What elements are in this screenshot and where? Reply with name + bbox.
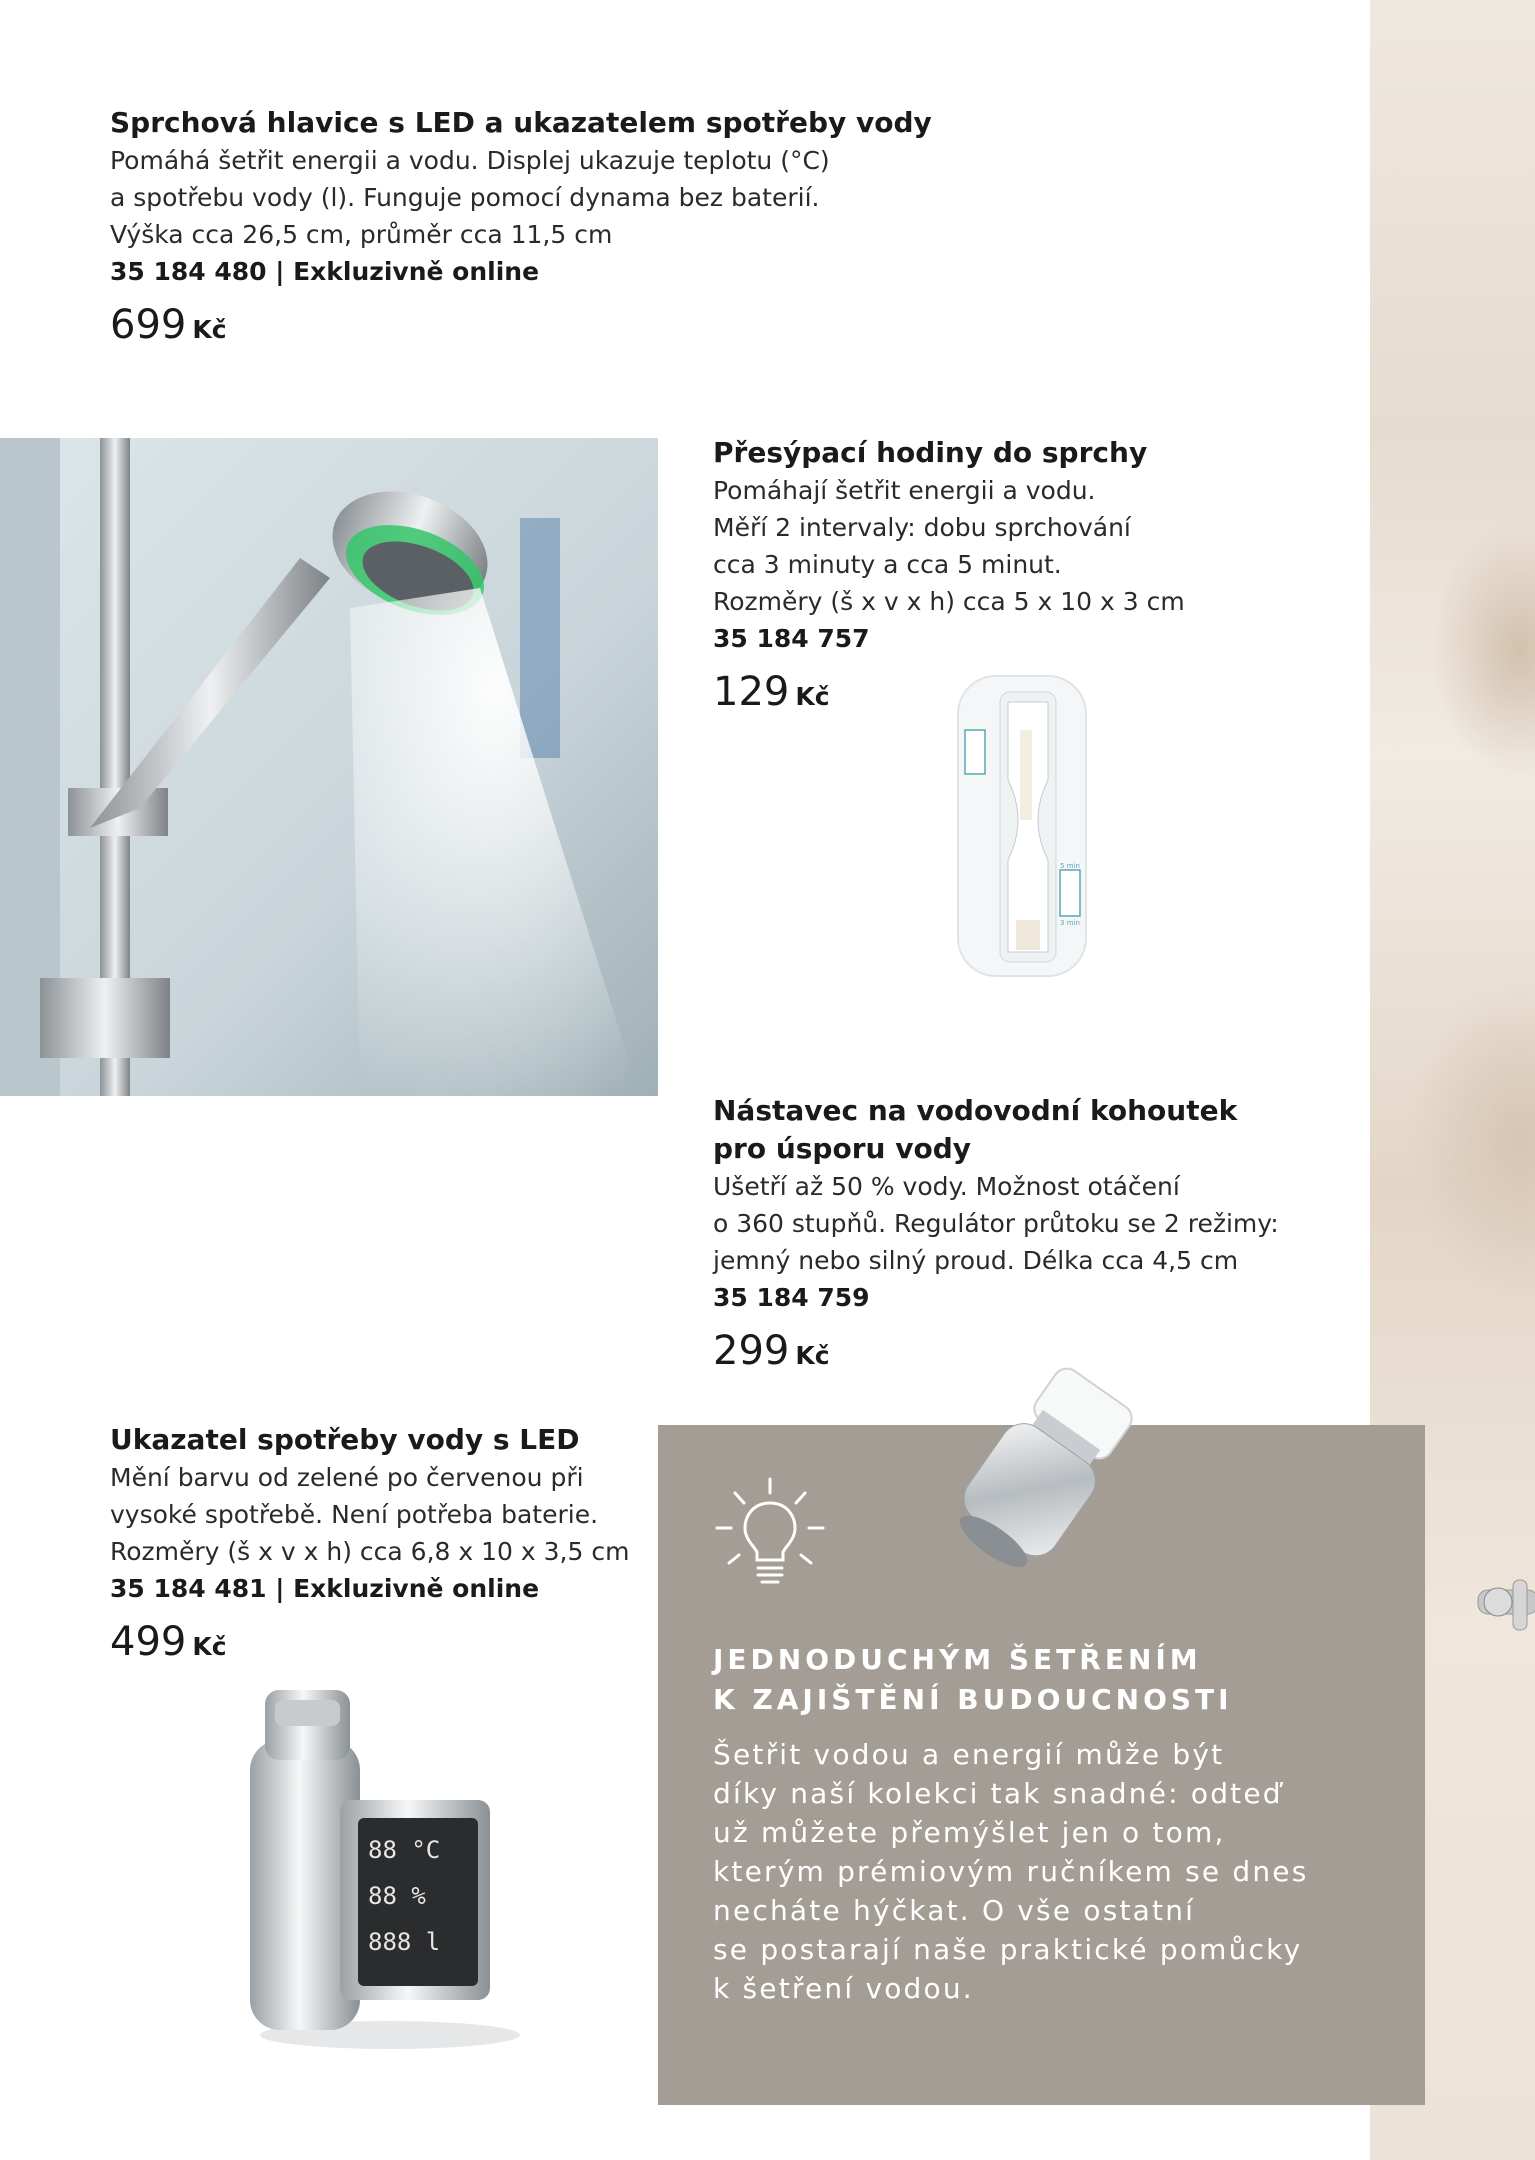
product-title: Ukazatel spotřeby vody s LED: [110, 1423, 580, 1456]
shower-head-photo: [0, 438, 658, 1096]
product-description: Pomáhá šetřit energii a vodu. Displej ukazuje teplotu (°C) a spotřebu vody (l). Funguje pomocí dynama bez baterií. Výška cca 26,5 cm, průměr cca 11,5 cm: [110, 146, 830, 249]
wall-tap-image: [1468, 1575, 1535, 1635]
info-heading: JEDNODUCHÝM ŠETŘENÍM K ZAJIŠTĚNÍ BUDOUCNOSTI: [713, 1643, 1233, 1716]
product-description: Mění barvu od zelené po červenou při vysoké spotřebě. Není potřeba baterie. Rozměry (š x v x h) cca 6,8 x 10 x 3,5 cm: [110, 1463, 630, 1566]
product-code: 35 184 480 | Exkluzivně online: [110, 257, 540, 286]
hourglass-label-5min: 5 min: [1060, 862, 1080, 870]
product-price: 499 Kč: [110, 1619, 227, 1665]
display-percent: 88 %: [368, 1882, 426, 1910]
product-code: 35 184 759: [713, 1283, 870, 1312]
hourglass-image: [950, 670, 1150, 990]
product-shower-head: [110, 104, 932, 355]
product-title-line2: pro úsporu vody: [713, 1132, 971, 1165]
product-code: 35 184 481 | Exkluzivně online: [110, 1574, 540, 1603]
lightbulb-icon: [713, 1475, 828, 1590]
info-body: Šetřit vodou a energií může být díky naší kolekci tak snadné: odteď už můžete přemýšlet jen o tom, kterým prémiovým ručníkem se dnes necháte hýčkat. O vše ostatní se postarají naše praktické pomůcky k šetření vodou.: [713, 1738, 1309, 2005]
hourglass-label-3min: 3 min: [1060, 919, 1080, 927]
product-price: 299 Kč: [713, 1328, 830, 1374]
product-water-meter: [110, 1421, 629, 1672]
product-code: 35 184 757: [713, 624, 870, 653]
product-description: Ušetří až 50 % vody. Možnost otáčení o 360 stupňů. Regulátor průtoku se 2 režimy: jemný nebo silný proud. Délka cca 4,5 cm: [713, 1172, 1279, 1275]
display-temperature: 88 °C: [368, 1836, 441, 1864]
display-litres: 888 l: [368, 1928, 441, 1956]
product-price: 699 Kč: [110, 302, 227, 348]
product-title-line1: Nástavec na vodovodní kohoutek: [713, 1094, 1238, 1127]
product-description: Pomáhají šetřit energii a vodu. Měří 2 intervaly: dobu sprchování cca 3 minuty a cca 5 minut. Rozměry (š x v x h) cca 5 x 10 x 3 cm: [713, 476, 1185, 616]
product-title: Přesýpací hodiny do sprchy: [713, 436, 1148, 469]
product-title: Sprchová hlavice s LED a ukazatelem spotřeby vody: [110, 106, 932, 139]
water-meter-image: [240, 1680, 520, 2060]
tap-aerator-image: [925, 1360, 1155, 1590]
product-price: 129 Kč: [713, 669, 830, 715]
product-tap-aerator: [713, 1092, 1279, 1381]
